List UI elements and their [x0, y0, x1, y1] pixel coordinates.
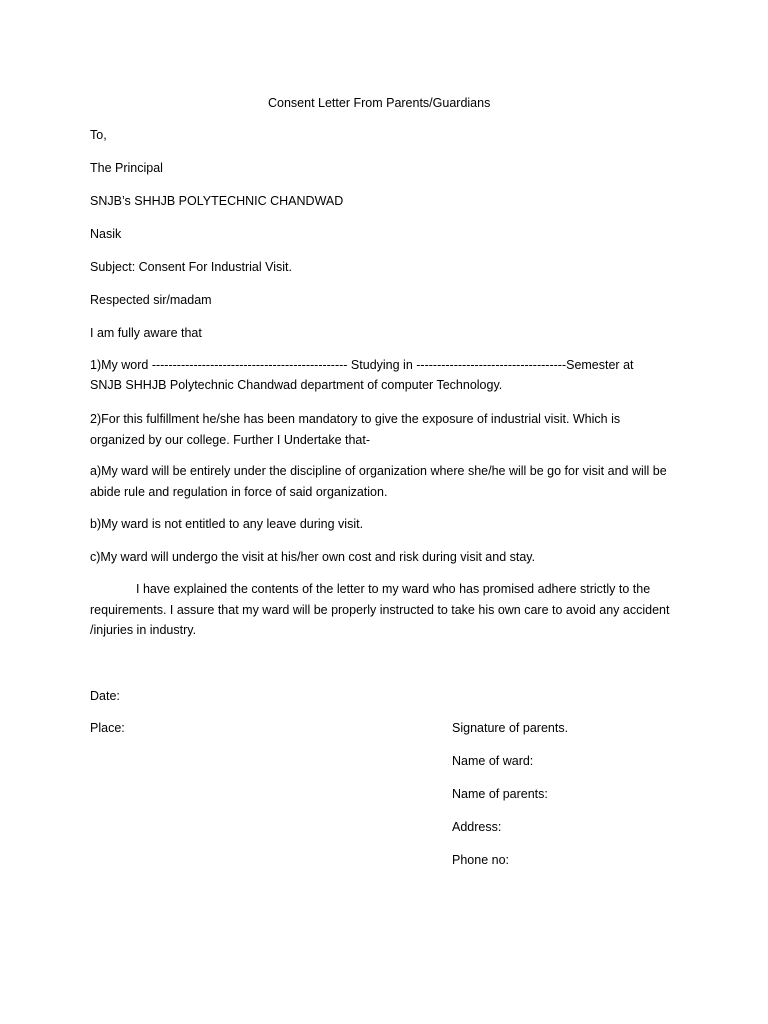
place-label: Place:	[90, 721, 125, 735]
salutation-line: Respected sir/madam	[90, 293, 212, 307]
point-c-line: c)My ward will undergo the visit at his/her own cost and risk during visit and stay.	[90, 550, 536, 564]
point1-line2: SNJB SHHJB Polytechnic Chandwad department of computer Technology.	[90, 378, 503, 392]
date-label: Date:	[90, 689, 120, 703]
to-line: To,	[90, 128, 107, 142]
point2-paragraph: 2)For this fulfillment he/she has been mandatory to give the exposure of industrial visit. Which is organized by our college. Further I Undertake that-	[90, 412, 621, 447]
closing-paragraph: I have explained the contents of the letter to my ward who has promised adhere strictly to the requirements. I assure that my ward will be properly instructed to take his own care to avoid any accident /injuries in industry.	[90, 582, 670, 637]
phone-label: Phone no:	[452, 853, 509, 867]
subject-line: Subject: Consent For Industrial Visit.	[90, 260, 292, 274]
point-b-line: b)My ward is not entitled to any leave during visit.	[90, 517, 364, 531]
point1-line1: 1)My word ----------------------------------------------- Studying in ------------------------------------Semester at	[90, 358, 634, 372]
document-title: Consent Letter From Parents/Guardians	[268, 96, 491, 110]
ward-name-label: Name of ward:	[452, 754, 534, 768]
signature-label: Signature of parents.	[452, 721, 569, 735]
point-a-paragraph: a)My ward will be entirely under the discipline of organization where she/he will be go for visit and will be abide rule and regulation in force of said organization.	[90, 464, 667, 499]
parents-name-label: Name of parents:	[452, 787, 548, 801]
address-label: Address:	[452, 820, 502, 834]
institution-line: SNJB’s SHHJB POLYTECHNIC CHANDWAD	[90, 194, 344, 208]
intro-line: I am fully aware that	[90, 326, 202, 340]
city-line: Nasik	[90, 227, 122, 241]
recipient-line: The Principal	[90, 161, 163, 175]
